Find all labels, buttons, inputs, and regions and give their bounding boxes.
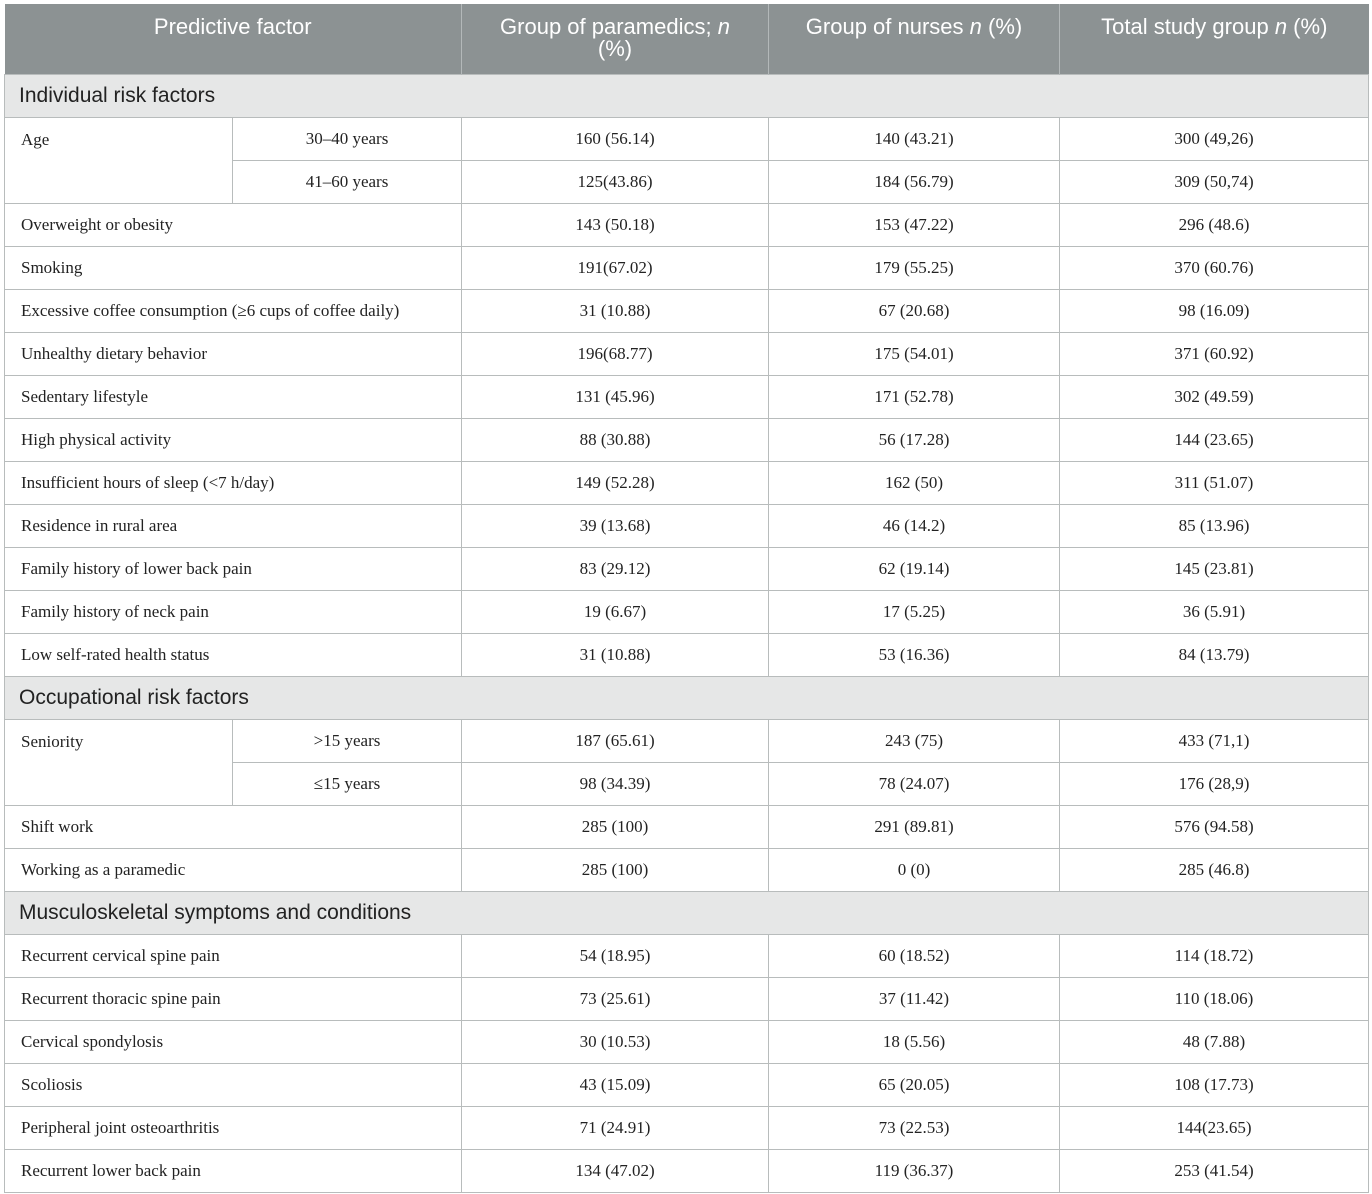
- risk-factors-table: [4, 4, 1369, 1193]
- table-row: [5, 1020, 1369, 1063]
- nurses-value: 140 (43.21): [769, 117, 1060, 160]
- factor-label: Recurrent thoracic spine pain: [5, 977, 462, 1020]
- nurses-value: 291 (89.81): [769, 805, 1060, 848]
- nurses-value: 17 (5.25): [769, 590, 1060, 633]
- table-row: [5, 504, 1369, 547]
- total-value: 309 (50,74): [1060, 160, 1369, 203]
- factor-label: Age: [5, 117, 233, 203]
- table-row: [5, 977, 1369, 1020]
- paramedics-value: 149 (52.28): [462, 461, 769, 504]
- subgroup-label: 30–40 years: [233, 117, 462, 160]
- factor-label: High physical activity: [5, 418, 462, 461]
- table-row: [5, 117, 1369, 160]
- factor-label: Low self-rated health status: [5, 633, 462, 676]
- paramedics-value: 31 (10.88): [462, 289, 769, 332]
- factor-label: Insufficient hours of sleep (<7 h/day): [5, 461, 462, 504]
- factor-label: Cervical spondylosis: [5, 1020, 462, 1063]
- header-total: [1060, 4, 1369, 74]
- total-value: 302 (49.59): [1060, 375, 1369, 418]
- paramedics-value: 43 (15.09): [462, 1063, 769, 1106]
- header-paramedics: [462, 4, 769, 74]
- factor-label: Sedentary lifestyle: [5, 375, 462, 418]
- total-value: 144 (23.65): [1060, 418, 1369, 461]
- total-value: 433 (71,1): [1060, 719, 1369, 762]
- table-row: [5, 547, 1369, 590]
- section-header-occupational: [5, 676, 1369, 719]
- table-row: [5, 332, 1369, 375]
- paramedics-value: 54 (18.95): [462, 934, 769, 977]
- table-row: [5, 289, 1369, 332]
- table-row: [5, 461, 1369, 504]
- subgroup-label: >15 years: [233, 719, 462, 762]
- paramedics-value: 285 (100): [462, 805, 769, 848]
- header-total-tail: (%): [1287, 14, 1328, 39]
- nurses-value: 67 (20.68): [769, 289, 1060, 332]
- factor-label: Shift work: [5, 805, 462, 848]
- factor-label: Recurrent lower back pain: [5, 1149, 462, 1192]
- total-value: 285 (46.8): [1060, 848, 1369, 891]
- header-nurses-text: Group of nurses: [805, 14, 970, 39]
- section-title: Occupational risk factors: [5, 676, 1369, 719]
- table-row: [5, 1063, 1369, 1106]
- nurses-value: 171 (52.78): [769, 375, 1060, 418]
- nurses-value: 162 (50): [769, 461, 1060, 504]
- table-row: [5, 934, 1369, 977]
- header-paramedics-text: Group of paramedics;: [500, 14, 718, 39]
- total-value: 114 (18.72): [1060, 934, 1369, 977]
- table-row: [5, 848, 1369, 891]
- factor-label: Scoliosis: [5, 1063, 462, 1106]
- paramedics-value: 39 (13.68): [462, 504, 769, 547]
- paramedics-value: 83 (29.12): [462, 547, 769, 590]
- nurses-value: 153 (47.22): [769, 203, 1060, 246]
- nurses-value: 18 (5.56): [769, 1020, 1060, 1063]
- paramedics-value: 143 (50.18): [462, 203, 769, 246]
- total-value: 370 (60.76): [1060, 246, 1369, 289]
- nurses-value: 78 (24.07): [769, 762, 1060, 805]
- table-body: [5, 74, 1369, 1192]
- paramedics-value: 134 (47.02): [462, 1149, 769, 1192]
- factor-label: Residence in rural area: [5, 504, 462, 547]
- header-nurses-n: n: [969, 14, 982, 39]
- table-row: [5, 375, 1369, 418]
- nurses-value: 65 (20.05): [769, 1063, 1060, 1106]
- table-row: [5, 719, 1369, 762]
- paramedics-value: 191(67.02): [462, 246, 769, 289]
- factor-label: Peripheral joint osteoarthritis: [5, 1106, 462, 1149]
- header-predictive-factor: Predictive factor: [5, 4, 462, 74]
- nurses-value: 175 (54.01): [769, 332, 1060, 375]
- header-paramedics-n: n: [717, 14, 730, 39]
- factor-label: Family history of lower back pain: [5, 547, 462, 590]
- header-total-text: Total study group: [1101, 14, 1275, 39]
- total-value: 311 (51.07): [1060, 461, 1369, 504]
- paramedics-value: 285 (100): [462, 848, 769, 891]
- nurses-value: 56 (17.28): [769, 418, 1060, 461]
- header-total-n: n: [1274, 14, 1288, 39]
- total-value: 108 (17.73): [1060, 1063, 1369, 1106]
- header-paramedics-tail: (%): [597, 36, 633, 61]
- table-header: [5, 4, 1369, 74]
- paramedics-value: 88 (30.88): [462, 418, 769, 461]
- paramedics-value: 71 (24.91): [462, 1106, 769, 1149]
- nurses-value: 73 (22.53): [769, 1106, 1060, 1149]
- total-value: 296 (48.6): [1060, 203, 1369, 246]
- total-value: 144(23.65): [1060, 1106, 1369, 1149]
- section-header-individual: [5, 74, 1369, 117]
- nurses-value: 60 (18.52): [769, 934, 1060, 977]
- section-title: Musculoskeletal symptoms and conditions: [5, 891, 1369, 934]
- table-row: [5, 1149, 1369, 1192]
- total-value: 98 (16.09): [1060, 289, 1369, 332]
- nurses-value: 37 (11.42): [769, 977, 1060, 1020]
- factor-label: Unhealthy dietary behavior: [5, 332, 462, 375]
- table-row: [5, 1106, 1369, 1149]
- total-value: 36 (5.91): [1060, 590, 1369, 633]
- total-value: 48 (7.88): [1060, 1020, 1369, 1063]
- paramedics-value: 160 (56.14): [462, 117, 769, 160]
- section-header-musculoskeletal: [5, 891, 1369, 934]
- paramedics-value: 19 (6.67): [462, 590, 769, 633]
- factor-label: Working as a paramedic: [5, 848, 462, 891]
- total-value: 176 (28,9): [1060, 762, 1369, 805]
- paramedics-value: 187 (65.61): [462, 719, 769, 762]
- paramedics-value: 196(68.77): [462, 332, 769, 375]
- factor-label: Recurrent cervical spine pain: [5, 934, 462, 977]
- nurses-value: 46 (14.2): [769, 504, 1060, 547]
- subgroup-label: 41–60 years: [233, 160, 462, 203]
- total-value: 371 (60.92): [1060, 332, 1369, 375]
- header-nurses: [769, 4, 1060, 74]
- nurses-value: 179 (55.25): [769, 246, 1060, 289]
- factor-label: Smoking: [5, 246, 462, 289]
- total-value: 253 (41.54): [1060, 1149, 1369, 1192]
- table-row: [5, 590, 1369, 633]
- factor-label: Excessive coffee consumption (≥6 cups of coffee daily): [5, 289, 462, 332]
- nurses-value: 62 (19.14): [769, 547, 1060, 590]
- factor-label: Overweight or obesity: [5, 203, 462, 246]
- paramedics-value: 125(43.86): [462, 160, 769, 203]
- section-title: Individual risk factors: [5, 74, 1369, 117]
- total-value: 85 (13.96): [1060, 504, 1369, 547]
- total-value: 110 (18.06): [1060, 977, 1369, 1020]
- nurses-value: 243 (75): [769, 719, 1060, 762]
- nurses-value: 53 (16.36): [769, 633, 1060, 676]
- paramedics-value: 31 (10.88): [462, 633, 769, 676]
- paramedics-value: 73 (25.61): [462, 977, 769, 1020]
- total-value: 300 (49,26): [1060, 117, 1369, 160]
- subgroup-label: ≤15 years: [233, 762, 462, 805]
- nurses-value: 119 (36.37): [769, 1149, 1060, 1192]
- table-row: [5, 418, 1369, 461]
- total-value: 145 (23.81): [1060, 547, 1369, 590]
- paramedics-value: 30 (10.53): [462, 1020, 769, 1063]
- header-nurses-tail: (%): [981, 14, 1023, 39]
- paramedics-value: 98 (34.39): [462, 762, 769, 805]
- total-value: 576 (94.58): [1060, 805, 1369, 848]
- table-row: [5, 805, 1369, 848]
- table-row: [5, 633, 1369, 676]
- nurses-value: 184 (56.79): [769, 160, 1060, 203]
- nurses-value: 0 (0): [769, 848, 1060, 891]
- table-row: [5, 246, 1369, 289]
- factor-label: Seniority: [5, 719, 233, 805]
- table-row: [5, 203, 1369, 246]
- factor-label: Family history of neck pain: [5, 590, 462, 633]
- total-value: 84 (13.79): [1060, 633, 1369, 676]
- paramedics-value: 131 (45.96): [462, 375, 769, 418]
